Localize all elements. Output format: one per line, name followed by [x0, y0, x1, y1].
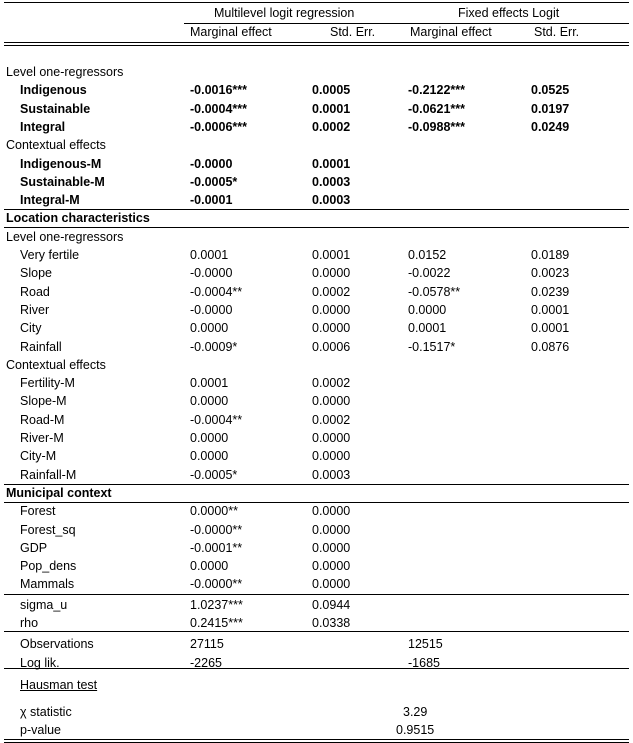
cell-me-multilevel: -0.0005*	[190, 467, 238, 482]
row-label: Forest	[20, 504, 56, 519]
row-label: City-M	[20, 449, 57, 464]
cell-me-multilevel: -0.0004***	[190, 101, 247, 116]
table-row	[0, 191, 633, 209]
table-row	[0, 392, 633, 410]
cell-me-multilevel: 1.0237***	[190, 597, 243, 612]
cell-me-multilevel: -2265	[190, 655, 222, 670]
table-row	[0, 136, 633, 154]
rule-observations	[4, 631, 629, 632]
cell-me-multilevel: -0.0000	[190, 302, 233, 317]
hausman-p-label: p-value	[20, 723, 61, 737]
table-row	[0, 466, 633, 484]
table-row	[0, 614, 633, 632]
cell-se-multilevel: 0.0000	[312, 577, 351, 592]
cell-se-multilevel: 0.0000	[312, 394, 351, 409]
cell-me-fixed: -0.2122***	[408, 83, 465, 98]
cell-se-multilevel: 0.0006	[312, 339, 351, 354]
cell-se-multilevel: 0.0338	[312, 616, 351, 630]
cell-se-multilevel: 0.0003	[312, 193, 351, 208]
cell-me-multilevel: -0.0000**	[190, 577, 243, 592]
cell-se-multilevel: 0.0002	[312, 119, 351, 134]
cell-se-multilevel: 0.0000	[312, 321, 351, 336]
cell-se-multilevel: 0.0001	[312, 248, 351, 262]
row-label: Mammals	[20, 577, 75, 592]
table-row	[0, 411, 633, 429]
header-bottom-rule-2	[4, 45, 629, 46]
row-label: Indigenous-M	[20, 156, 102, 171]
cell-se-fixed: 0.0001	[531, 302, 570, 317]
table-row	[0, 356, 633, 374]
hausman-chi-row	[0, 703, 633, 721]
cell-me-multilevel: 0.0000	[190, 449, 229, 464]
table-row	[0, 557, 633, 575]
table-row	[0, 264, 633, 282]
row-label: Fertility-M	[20, 376, 75, 391]
cell-me-multilevel: -0.0001**	[190, 540, 243, 555]
table-row	[0, 81, 633, 99]
cell-me-multilevel: -0.0001	[190, 193, 233, 208]
row-label: sigma_u	[20, 597, 68, 612]
cell-me-multilevel: 0.0000**	[190, 504, 238, 519]
cell-me-fixed: -0.0988***	[408, 119, 465, 134]
cell-se-fixed: 0.0525	[531, 83, 570, 98]
table-row	[0, 502, 633, 520]
row-label: GDP	[20, 540, 48, 555]
rule-sigma	[4, 594, 629, 595]
row-label: Forest_sq	[20, 522, 76, 537]
cell-se-fixed: 0.0239	[531, 284, 570, 299]
table-row	[0, 63, 633, 81]
row-label: Contextual effects	[6, 357, 106, 372]
table-row	[0, 374, 633, 392]
cell-se-multilevel: 0.0000	[312, 559, 351, 574]
table-row	[0, 447, 633, 465]
table-row	[0, 635, 633, 653]
table-row	[0, 100, 633, 118]
cell-se-multilevel: 0.0003	[312, 174, 351, 189]
hausman-p-value: 0.9515	[396, 723, 435, 737]
row-label: Slope-M	[20, 394, 67, 409]
hausman-title: Hausman test	[20, 678, 98, 692]
cell-me-multilevel: -0.0009*	[190, 339, 238, 354]
cell-se-multilevel: 0.0000	[312, 540, 351, 555]
cell-me-fixed: -1685	[408, 655, 440, 670]
cell-se-multilevel: 0.0003	[312, 467, 351, 482]
row-label: Observations	[20, 637, 94, 652]
table-row	[0, 246, 633, 264]
row-label: River	[20, 302, 50, 317]
cell-se-fixed: 0.0197	[531, 101, 570, 116]
cell-me-multilevel: 0.0001	[190, 248, 229, 262]
table-row	[0, 173, 633, 191]
table-row	[0, 429, 633, 447]
table-row	[0, 155, 633, 173]
col-header-me2: Marginal effect	[410, 25, 492, 39]
group1-header: Multilevel logit regression	[214, 6, 355, 20]
row-label: Sustainable	[20, 101, 91, 116]
cell-me-fixed: -0.0022	[408, 266, 451, 281]
row-label: Contextual effects	[6, 138, 106, 153]
cell-se-fixed: 0.0001	[531, 321, 570, 336]
row-label: Location characteristics	[6, 211, 150, 226]
row-label: Level one-regressors	[6, 229, 124, 244]
cell-se-multilevel: 0.0002	[312, 376, 351, 391]
cell-me-multilevel: -0.0004**	[190, 284, 243, 299]
cell-se-multilevel: 0.0000	[312, 449, 351, 464]
table-row	[0, 118, 633, 136]
cell-se-multilevel: 0.0000	[312, 504, 351, 519]
rule-municipal	[4, 484, 629, 485]
cell-me-multilevel: -0.0000	[190, 266, 233, 281]
row-label: Log lik.	[20, 655, 60, 670]
cell-se-multilevel: 0.0000	[312, 266, 351, 281]
row-label: Road-M	[20, 412, 65, 427]
row-label: Road	[20, 284, 50, 299]
row-label: Slope	[20, 266, 52, 281]
cell-me-fixed: 0.0001	[408, 321, 447, 336]
col-header-se1: Std. Err.	[330, 25, 376, 39]
hausman-chi-label: χ statistic	[20, 705, 72, 719]
cell-se-multilevel: 0.0000	[312, 302, 351, 317]
bottom-rule-1	[4, 739, 629, 740]
col-header-me1: Marginal effect	[190, 25, 272, 39]
header-col-row	[0, 23, 633, 41]
cell-se-multilevel: 0.0001	[312, 101, 351, 116]
row-label: Very fertile	[20, 248, 80, 262]
hausman-p-row	[0, 721, 633, 739]
cell-se-fixed: 0.0023	[531, 266, 570, 281]
cell-me-multilevel: -0.0016***	[190, 83, 247, 98]
cell-me-multilevel: 0.0000	[190, 394, 229, 409]
cell-se-multilevel: 0.0002	[312, 412, 351, 427]
cell-me-multilevel: 0.0000	[190, 559, 229, 574]
row-label: Integral-M	[20, 193, 80, 208]
cell-me-multilevel: 0.0000	[190, 431, 229, 445]
table-row	[0, 596, 633, 614]
cell-me-multilevel: 0.0000	[190, 321, 229, 336]
cell-me-multilevel: -0.0004**	[190, 412, 243, 427]
row-label: City	[20, 321, 42, 336]
table-row	[0, 283, 633, 301]
row-label: Municipal context	[6, 485, 112, 500]
cell-se-multilevel: 0.0005	[312, 83, 351, 98]
hausman-chi-value: 3.29	[403, 705, 428, 719]
cell-se-fixed: 0.0876	[531, 339, 570, 354]
row-label: Rainfall	[20, 339, 62, 354]
header-bottom-rule-1	[4, 42, 629, 43]
cell-me-fixed: 0.0000	[408, 302, 447, 317]
hausman-title-row	[0, 676, 633, 694]
table-row	[0, 521, 633, 539]
table-row	[0, 228, 633, 246]
row-label: Rainfall-M	[20, 467, 77, 482]
cell-me-fixed: -0.0578**	[408, 284, 461, 299]
cell-me-multilevel: 27115	[190, 637, 224, 652]
table-row	[0, 484, 633, 502]
rule-municipal-bottom	[4, 502, 629, 503]
cell-se-multilevel: 0.0944	[312, 597, 351, 612]
row-label: Integral	[20, 119, 66, 134]
cell-me-multilevel: -0.0005*	[190, 174, 238, 189]
col-header-se2: Std. Err.	[534, 25, 580, 39]
table-row	[0, 539, 633, 557]
rule-location-bottom	[4, 227, 629, 228]
row-label: Indigenous	[20, 83, 87, 98]
table-row	[0, 301, 633, 319]
cell-me-fixed: -0.1517*	[408, 339, 456, 354]
cell-me-multilevel: 0.2415***	[190, 616, 243, 630]
row-label: Sustainable-M	[20, 174, 105, 189]
cell-me-multilevel: -0.0000	[190, 156, 233, 171]
cell-me-fixed: 0.0152	[408, 248, 447, 262]
row-label: Level one-regressors	[6, 65, 124, 79]
cell-se-multilevel: 0.0000	[312, 431, 351, 445]
cell-se-multilevel: 0.0000	[312, 522, 351, 537]
cell-me-multilevel: 0.0001	[190, 376, 229, 391]
cell-me-fixed: 12515	[408, 637, 443, 652]
rule-hausman	[4, 668, 629, 669]
table-row	[0, 209, 633, 227]
row-label: River-M	[20, 431, 64, 445]
header-group-row	[0, 4, 633, 22]
cell-me-fixed: -0.0621***	[408, 101, 465, 116]
group2-header: Fixed effects Logit	[458, 6, 560, 20]
cell-se-fixed: 0.0249	[531, 119, 570, 134]
row-label: rho	[20, 616, 39, 630]
cell-se-fixed: 0.0189	[531, 248, 570, 262]
cell-me-multilevel: -0.0000**	[190, 522, 243, 537]
table-row	[0, 338, 633, 356]
table-row	[0, 319, 633, 337]
cell-me-multilevel: -0.0006***	[190, 119, 247, 134]
cell-se-multilevel: 0.0002	[312, 284, 351, 299]
cell-se-multilevel: 0.0001	[312, 156, 351, 171]
top-rule	[4, 2, 629, 3]
table-row	[0, 575, 633, 593]
rule-location	[4, 209, 629, 210]
row-label: Pop_dens	[20, 559, 77, 574]
